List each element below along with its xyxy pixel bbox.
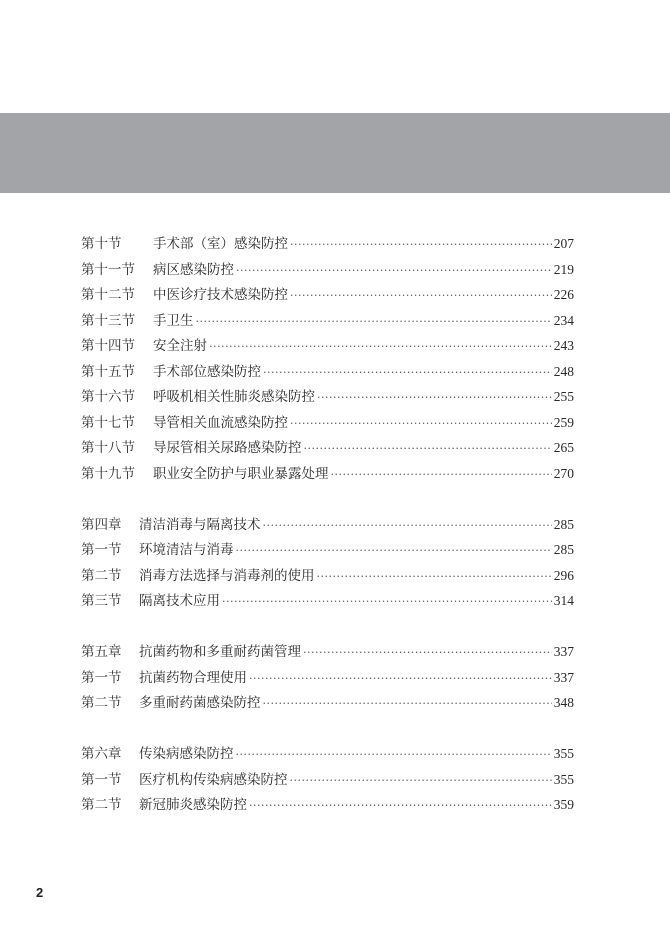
toc-entry-number: 第十节	[81, 236, 122, 252]
toc-entry-page: 270	[553, 465, 574, 481]
toc-entry-page: 265	[553, 440, 574, 455]
toc-entry-title: 医疗机构传染病感染防控	[139, 771, 288, 788]
page-number: 2	[36, 885, 44, 900]
dot-leader	[263, 360, 552, 386]
toc-entry-number: 第十三节	[81, 312, 135, 329]
toc-entry-page: 337	[553, 669, 574, 685]
dot-leader	[331, 462, 552, 488]
toc-entry-title: 病区感染防控	[153, 261, 234, 278]
toc-group	[81, 741, 574, 818]
toc-entry-title: 安全注射	[153, 338, 207, 354]
toc-entry-number: 第十四节	[81, 338, 135, 354]
toc-entry-page: 255	[553, 389, 574, 404]
toc-entry-page: 259	[553, 414, 574, 430]
toc-entry-number: 第十一节	[81, 261, 135, 278]
dot-leader	[290, 232, 552, 258]
dot-leader	[236, 538, 552, 564]
toc-entry-number: 第一节	[81, 542, 122, 558]
toc-entry-page: 314	[553, 593, 574, 608]
toc-entry-title: 手卫生	[153, 312, 194, 329]
dot-leader	[290, 411, 552, 437]
toc-entry-page: 355	[553, 771, 574, 787]
toc-entry[interactable]	[81, 435, 574, 461]
dot-leader	[290, 768, 552, 794]
toc-entry-page: 219	[553, 261, 574, 277]
toc-entry-page: 226	[553, 287, 574, 302]
toc-entry-page: 243	[553, 338, 574, 353]
toc-entry-number: 第一节	[81, 669, 122, 686]
dot-leader	[222, 589, 552, 615]
toc-entry[interactable]	[81, 512, 574, 538]
toc-entry-page: 337	[553, 644, 574, 659]
dot-leader	[263, 691, 552, 717]
dot-leader	[249, 793, 552, 819]
toc-entry-page: 234	[553, 312, 574, 328]
toc-entry-number: 第二节	[81, 567, 122, 584]
toc-entry[interactable]	[81, 665, 574, 691]
toc-entry-number: 第二节	[81, 695, 122, 711]
toc-entry-page: 207	[553, 236, 574, 251]
toc-entry-title: 隔离技术应用	[139, 593, 220, 609]
toc-entry[interactable]	[81, 690, 574, 716]
toc-entry[interactable]	[81, 384, 574, 410]
toc-entry[interactable]	[81, 308, 574, 334]
toc-entry-title: 中医诊疗技术感染防控	[153, 287, 288, 303]
toc-entry-title: 抗菌药物和多重耐药菌管理	[139, 644, 301, 660]
toc-entry[interactable]	[81, 639, 574, 665]
toc-entry[interactable]	[81, 767, 574, 793]
toc-entry[interactable]	[81, 588, 574, 614]
toc-entry[interactable]	[81, 563, 574, 589]
dot-leader	[304, 436, 552, 462]
toc-entry-title: 呼吸机相关性肺炎感染防控	[153, 389, 315, 405]
toc-entry[interactable]	[81, 359, 574, 385]
dot-leader	[290, 283, 552, 309]
toc-entry-number: 第五章	[81, 644, 122, 660]
toc-entry-number: 第十二节	[81, 287, 135, 303]
toc-entry-title: 新冠肺炎感染防控	[139, 797, 247, 813]
toc-entry-number: 第十五节	[81, 363, 135, 380]
toc-entry[interactable]	[81, 282, 574, 308]
dot-leader	[196, 309, 552, 335]
toc-entry-page: 248	[553, 363, 574, 379]
toc-entry-number: 第十九节	[81, 465, 135, 482]
dot-leader	[303, 640, 552, 666]
toc-entry[interactable]	[81, 410, 574, 436]
toc-entry[interactable]	[81, 741, 574, 767]
toc-entry[interactable]	[81, 231, 574, 257]
toc-entry-number: 第十六节	[81, 389, 135, 405]
toc-entry-title: 清洁消毒与隔离技术	[139, 516, 261, 533]
toc-group	[81, 639, 574, 716]
dot-leader	[317, 385, 552, 411]
toc-entry[interactable]	[81, 537, 574, 563]
toc-entry-number: 第十八节	[81, 440, 135, 456]
dot-leader	[263, 513, 552, 539]
toc-entry-title: 传染病感染防控	[139, 746, 234, 762]
toc-entry-title: 抗菌药物合理使用	[139, 669, 247, 686]
table-of-contents	[81, 231, 574, 818]
toc-entry-title: 消毒方法选择与消毒剂的使用	[139, 567, 315, 584]
toc-entry-number: 第二节	[81, 797, 122, 813]
toc-entry-page: 355	[553, 746, 574, 761]
toc-entry-title: 手术部（室）感染防控	[153, 236, 288, 252]
toc-entry-page: 285	[553, 542, 574, 557]
toc-entry-page: 348	[553, 695, 574, 710]
toc-group	[81, 231, 574, 486]
toc-entry-number: 第四章	[81, 516, 122, 533]
toc-entry-number: 第三节	[81, 593, 122, 609]
toc-entry-title: 手术部位感染防控	[153, 363, 261, 380]
toc-entry[interactable]	[81, 461, 574, 487]
toc-entry-page: 285	[553, 516, 574, 532]
toc-entry-number: 第十七节	[81, 414, 135, 431]
toc-entry-number: 第六章	[81, 746, 122, 762]
toc-entry-title: 导尿管相关尿路感染防控	[153, 440, 302, 456]
toc-entry-number: 第一节	[81, 771, 122, 788]
toc-group	[81, 512, 574, 614]
toc-entry-page: 359	[553, 797, 574, 812]
dot-leader	[236, 258, 552, 284]
toc-entry-title: 多重耐药菌感染防控	[139, 695, 261, 711]
toc-entry-page: 296	[553, 567, 574, 583]
toc-entry[interactable]	[81, 333, 574, 359]
toc-entry-title: 环境清洁与消毒	[139, 542, 234, 558]
dot-leader	[317, 564, 552, 590]
header-band	[0, 113, 670, 193]
toc-entry[interactable]	[81, 257, 574, 283]
toc-entry-title: 职业安全防护与职业暴露处理	[153, 465, 329, 482]
dot-leader	[209, 334, 552, 360]
toc-entry-title: 导管相关血流感染防控	[153, 414, 288, 431]
dot-leader	[249, 666, 552, 692]
toc-entry[interactable]	[81, 792, 574, 818]
dot-leader	[236, 742, 552, 768]
